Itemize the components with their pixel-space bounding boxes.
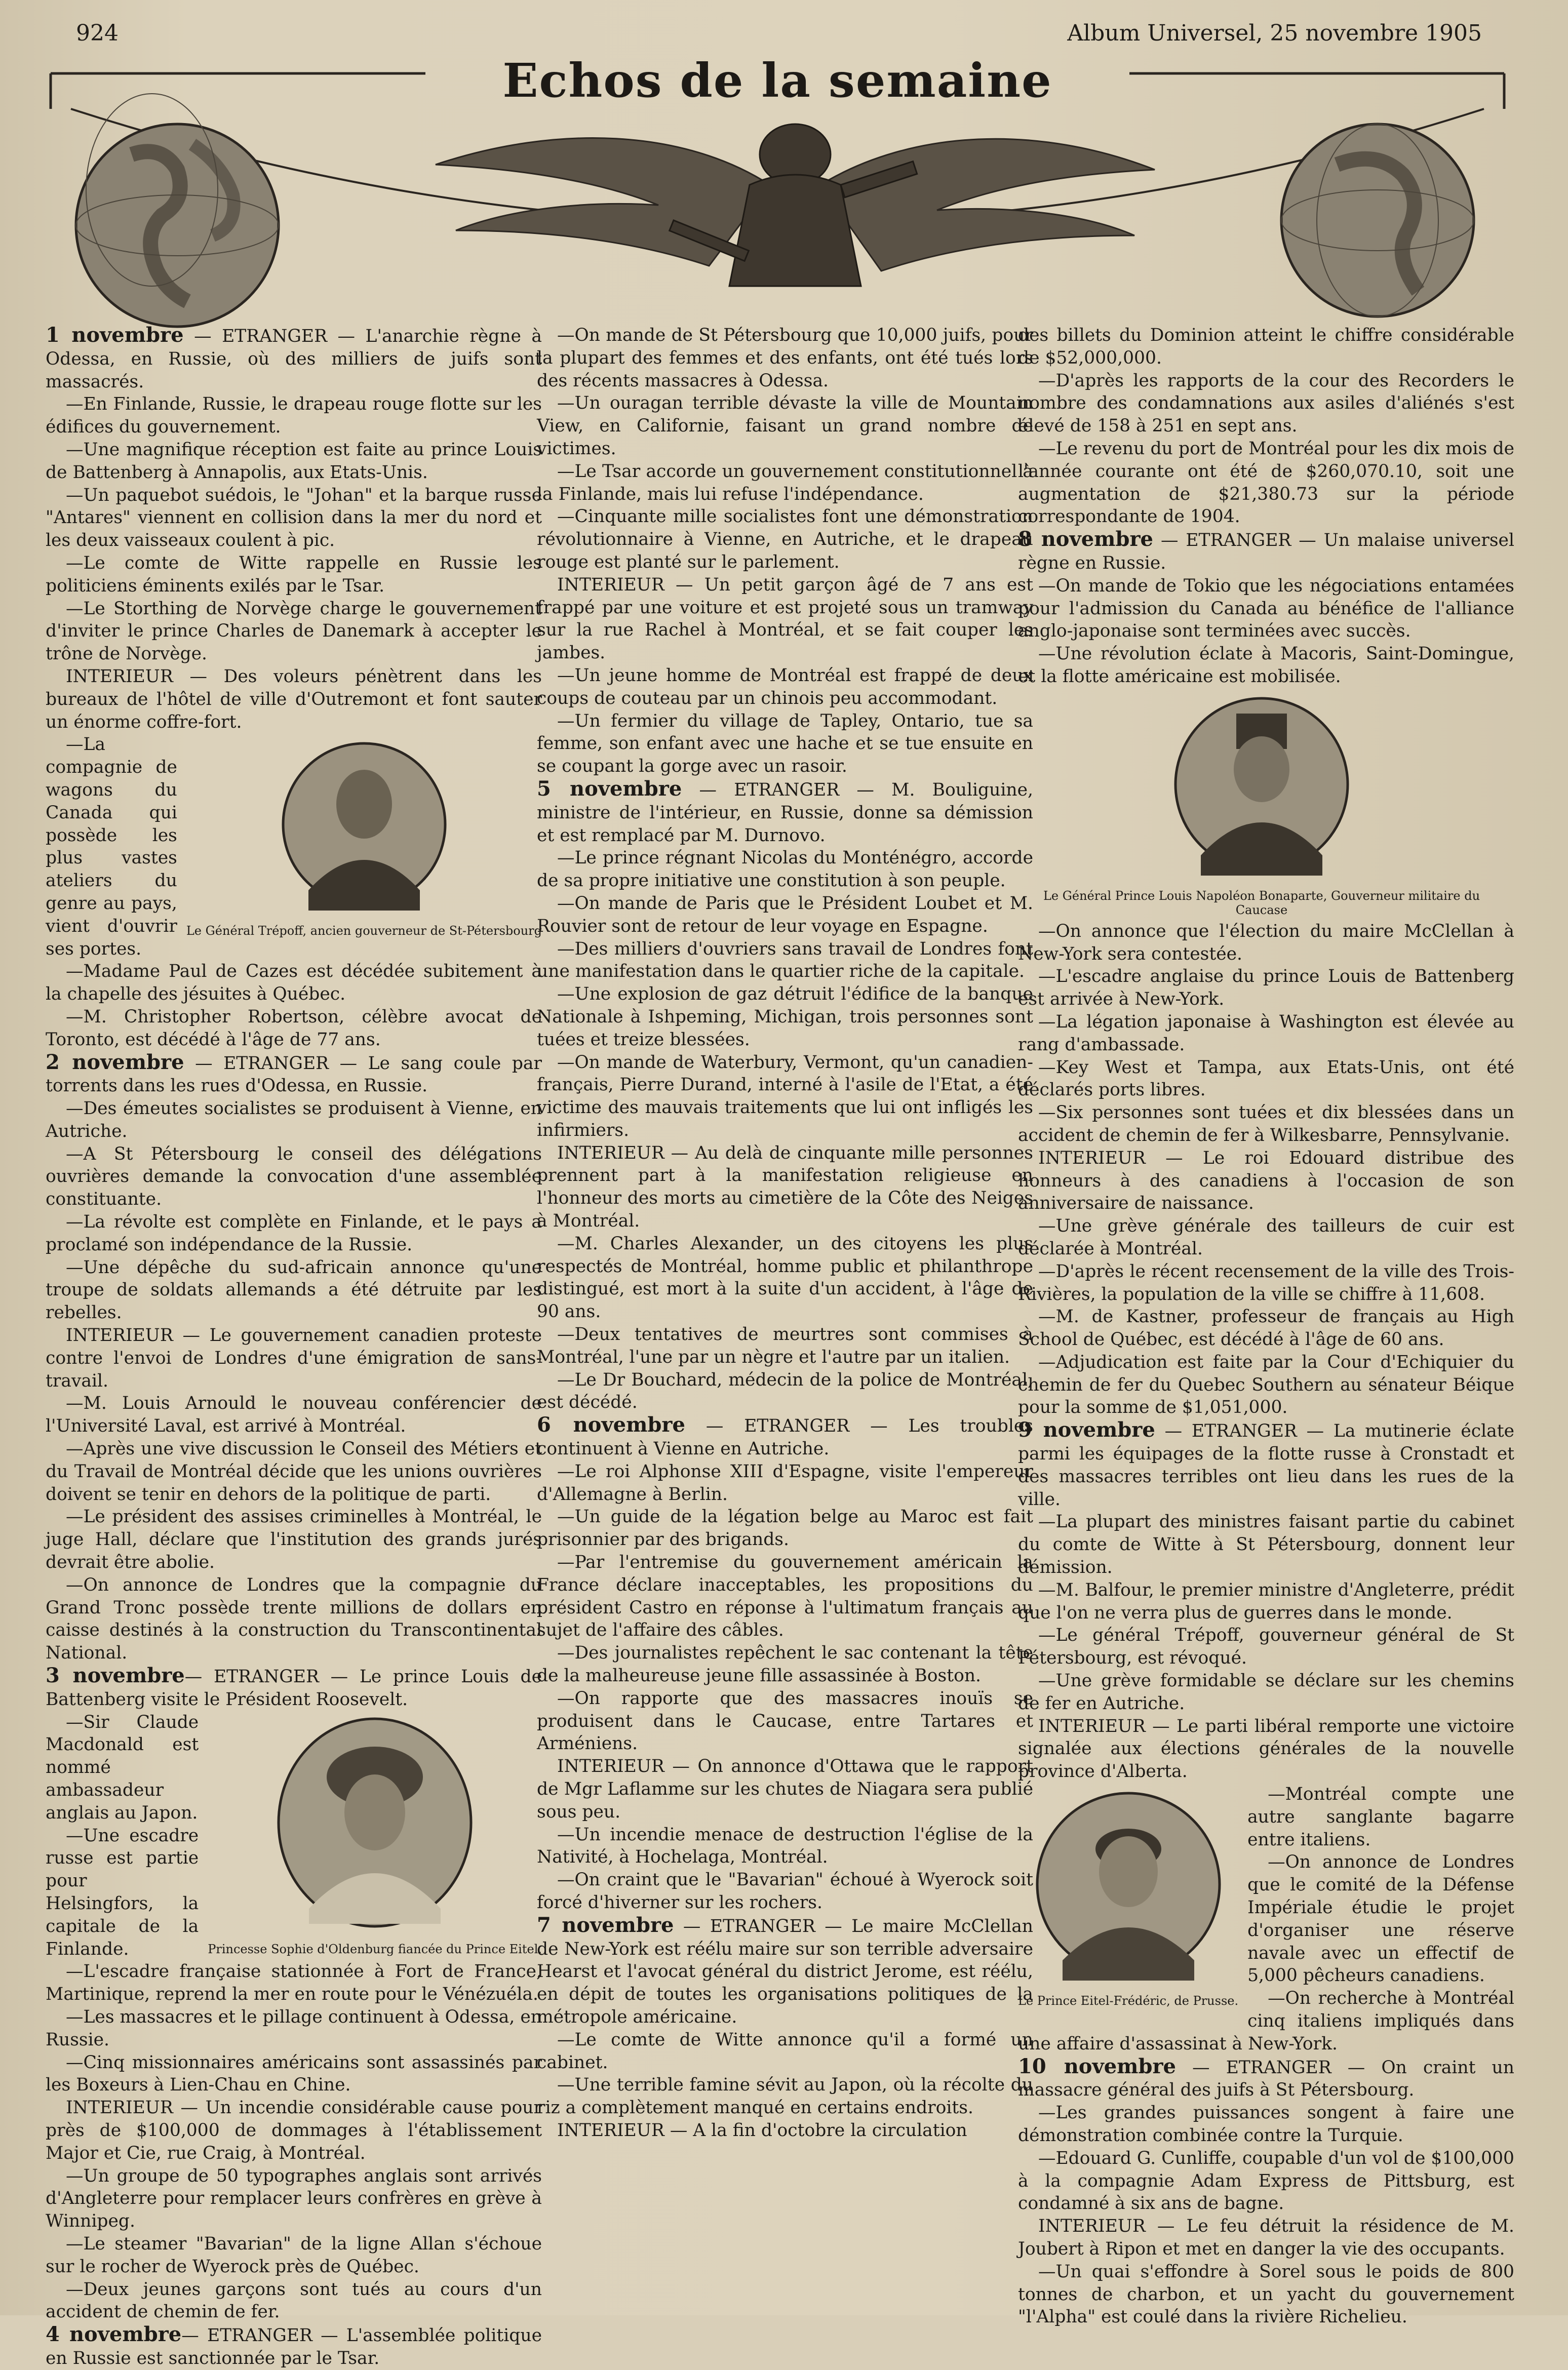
list-item: —Le roi Alphonse XIII d'Espagne, visite l'empereur d'Allemagne à Berlin.: [537, 1461, 1033, 1505]
list-item: —La compagnie de wagons du Canada qui possède les plus vastes ateliers du genre au pays, vient d'ouvrir ses portes.: [46, 734, 177, 959]
list-item: —Une révolution éclate à Macoris, Saint-Domingue, et la flotte américaine est mobilisée.: [1018, 644, 1514, 687]
list-item: —M. Charles Alexander, un des citoyens les plus respectés de Montréal, homme public et philanthrope distingué, est mort à la suite d'un accident, à l'âge de 90 ans.: [537, 1233, 1033, 1322]
list-item: 9 novembre — ETRANGER — La mutinerie éclate parmi les équipages de la flotte russe à Cronstadt et des massacres terribles ont lieu dans les rues de la ville.: [1018, 1418, 1514, 1510]
list-item: —En Finlande, Russie, le drapeau rouge flotte sur les édifices du gouvernement.: [46, 394, 542, 438]
section-title: Echos de la semaine: [502, 53, 1052, 108]
portrait-image: [1170, 693, 1353, 886]
list-item: —Des milliers d'ouvriers sans travail de Londres font une manifestation dans le quartier riche de la capitale.: [537, 938, 1033, 982]
list-item: —Sir Claude Macdonald est nommé ambassadeur anglais au Japon.: [46, 1712, 199, 1823]
list-item: 3 novembre— ETRANGER — Le prince Louis de Battenberg visite le Président Roosevelt.: [46, 1664, 542, 1710]
portrait-image: [1032, 1788, 1225, 1991]
date-heading: 8 novembre: [1018, 527, 1153, 551]
list-item: —Un groupe de 50 typographes anglais sont arrivés d'Angleterre pour remplacer leurs confrères en grève à Winnipeg.: [46, 2165, 542, 2232]
list-item: —Le Dr Bouchard, médecin de la police de Montréal, est décédé.: [537, 1369, 1033, 1413]
list-item: —Deux jeunes garçons sont tués au cours d'un accident de chemin de fer.: [46, 2279, 542, 2322]
list-item: —Madame Paul de Cazes est décédée subitement à la chapelle des jésuites à Québec.: [46, 961, 542, 1005]
list-item: —On annonce de Londres que le comité de la Défense Impériale étudie le projet d'organiser une réserve navale avec un effectif de 5,000 pêcheurs canadiens.: [1247, 1852, 1514, 1986]
list-item: —Une magnifique réception est faite au prince Louis de Battenberg à Annapolis, aux Etats-Unis.: [46, 439, 542, 483]
date-heading: 3 novembre: [46, 1664, 185, 1688]
list-item: —Montréal compte une autre sanglante bagarre entre italiens.: [1247, 1784, 1514, 1850]
list-item: INTERIEUR — Le roi Edouard distribue des honneurs à des canadiens à l'occasion de son anniversaire de naissance.: [1018, 1148, 1514, 1214]
list-item: —Une grève générale des tailleurs de cuir est déclarée à Montréal.: [1018, 1216, 1514, 1259]
list-item: 10 novembre — ETRANGER — On craint un massacre général des juifs à St Pétersbourg.: [1018, 2054, 1514, 2101]
list-item: —M. Christopher Robertson, célèbre avocat de Toronto, est décédé à l'âge de 77 ans.: [46, 1006, 542, 1050]
portrait-caption: Princesse Sophie d'Oldenburg fiancée du Prince Eitel.: [208, 1942, 542, 1956]
list-item: 5 novembre — ETRANGER — M. Bouliguine, ministre de l'intérieur, en Russie, donne sa démission et est remplacé par M. Durnovo.: [537, 776, 1033, 846]
list-item: —Adjudication est faite par la Cour d'Echiquier du chemin de fer du Quebec Southern au sénateur Béique pour la somme de $1,051,000.: [1018, 1352, 1514, 1418]
list-item: —L'escadre française stationnée à Fort de France, Martinique, reprend la mer en route pour le Vénézuéla.: [46, 1961, 542, 2005]
list-item: INTERIEUR — Le feu détruit la résidence de M. Joubert à Ripon et met en danger la vie des occupants.: [1018, 2216, 1514, 2259]
list-item: INTERIEUR — Des voleurs pénètrent dans les bureaux de l'hôtel de ville d'Outremont et font sauter un énorme coffre-fort.: [46, 666, 542, 732]
list-item: —Après une vive discussion le Conseil des Métiers et du Travail de Montréal décide que les unions ouvrières doivent se tenir en dehors de la politique de parti.: [46, 1439, 542, 1505]
list-item: —On mande de Waterbury, Vermont, qu'un canadien-français, Pierre Durand, interné à l'asile de l'Etat, a été victime des mauvais traitements que lui ont infligés les infirmiers.: [537, 1052, 1033, 1140]
list-item: —On annonce de Londres que la compagnie du Grand Tronc possède trente millions de dollars en caisse destinés à la construction du Transcontinental National.: [46, 1574, 542, 1664]
list-item: —Le revenu du port de Montréal pour les dix mois de l'année courante ont été de $260,070.10, soit une augmentation de $21,380.73 sur la période correspondante de 1904.: [1018, 438, 1514, 527]
list-item: —Par l'entremise du gouvernement américain la France déclare inacceptables, les propositions du président Castro en réponse à l'ultimatum français au sujet de l'affaire des câbles.: [537, 1552, 1033, 1641]
list-item: —Le prince régnant Nicolas du Monténégro, accorde de sa propre initiative une constitution à son peuple.: [537, 848, 1033, 891]
list-item: —Le président des assises criminelles à Montréal, le juge Hall, déclare que l'institution des grands jurés devrait être abolie.: [46, 1507, 542, 1573]
list-item: 4 novembre— ETRANGER — L'assemblée politique en Russie est sanctionnée par le Tsar.: [46, 2322, 542, 2368]
list-item: —Des journalistes repêchent le sac contenant la tête de la malheureuse jeune fille assassinée à Boston.: [537, 1643, 1033, 1686]
list-item: —Edouard G. Cunliffe, coupable d'un vol de $100,000 à la compagnie Adam Express de Pittsburg, est condamné à six ans de bagne.: [1018, 2148, 1514, 2214]
list-item: —Le Storthing de Norvège charge le gouvernement d'inviter le prince Charles de Danemark à accepter le trône de Norvège.: [46, 598, 542, 664]
list-item: —Une grève formidable se déclare sur les chemins de fer en Autriche.: [1018, 1671, 1514, 1714]
list-item: —Les massacres et le pillage continuent à Odessa, en Russie.: [46, 2006, 542, 2050]
list-item: 7 novembre — ETRANGER — Le maire McClellan de New-York est réélu maire sur son terrible adversaire Hearst et l'avocat général du district Jerome, est réélu, en dépit de toutes les organisations politiques de la métropole américaine.: [537, 1913, 1033, 2027]
list-item: —D'après les rapports de la cour des Recorders le nombre des condamnations aux asiles d'aliénés s'est élevé de 158 à 251 en sept ans.: [1018, 370, 1514, 437]
list-item: 6 novembre — ETRANGER — Les troubles continuent à Vienne en Autriche.: [537, 1413, 1033, 1459]
list-item: —On mande de St Pétersbourg que 10,000 juifs, pour la plupart des femmes et des enfants, ont été tués lors des récents massacres à Odessa.: [537, 325, 1033, 391]
page-header: [76, 20, 1482, 51]
portrait-caption: Le Général Prince Louis Napoléon Bonaparte, Gouverneur militaire du Caucase: [1043, 888, 1480, 917]
list-item: —Deux tentatives de meurtres sont commises à Montréal, l'une par un nègre et l'autre par un italien.: [537, 1324, 1033, 1367]
list-item: —Les grandes puissances songent à faire une démonstration combinée contre la Turquie.: [1018, 2103, 1514, 2146]
list-item: —Le général Trépoff, gouverneur général de St Pétersbourg, est révoqué.: [1018, 1625, 1514, 1669]
date-heading: 6 novembre: [537, 1413, 685, 1437]
list-item: —Une dépêche du sud-africain annonce qu'une troupe de soldats allemands a été détruite par les rebelles.: [46, 1257, 542, 1323]
list-item: —On annonce que l'élection du maire McClellan à New-York sera contestée.: [1018, 921, 1514, 964]
list-item: INTERIEUR — Un petit garçon âgé de 7 ans est frappé par une voiture et est projeté sous un tramway sur la rue Rachel à Montréal, et se fait couper les jambes.: [537, 574, 1033, 663]
portrait-image: [273, 1716, 476, 1939]
list-item: des billets du Dominion atteint le chiffre considérable de $52,000,000.: [1018, 325, 1514, 368]
list-item: —M. de Kastner, professeur de français au High School de Québec, est décédé à l'âge de 60 ans.: [1018, 1307, 1514, 1350]
running-head: Album Universel, 25 novembre 1905: [1067, 20, 1482, 46]
list-item: —On craint que le "Bavarian" échoué à Wyerock soit forcé d'hiverner sur les rochers.: [537, 1870, 1033, 1913]
list-item: —Key West et Tampa, aux Etats-Unis, ont été déclarés ports libres.: [1018, 1057, 1514, 1100]
list-item: —On mande de Paris que le Président Loubet et M. Rouvier sont de retour de leur voyage en Espagne.: [537, 893, 1033, 936]
column-3: [1018, 324, 1514, 2327]
list-item: —Un ouragan terrible dévaste la ville de Mountain View, en Californie, faisant un grand nombre de victimes.: [537, 393, 1033, 459]
list-item: —Un fermier du village de Tapley, Ontario, tue sa femme, son enfant avec une hache et se tue ensuite en se coupant la gorge avec un rasoir.: [537, 710, 1033, 777]
date-heading: 10 novembre: [1018, 2054, 1176, 2078]
list-item: —La plupart des ministres faisant partie du cabinet du comte de Witte à St Pétersbourg, donnent leur démission.: [1018, 1512, 1514, 1578]
list-item: —Le comte de Witte annonce qu'il a formé un cabinet.: [537, 2029, 1033, 2073]
list-item: INTERIEUR — Le gouvernement canadien proteste contre l'envoi de Londres d'une émigration de sans-travail.: [46, 1325, 542, 1391]
list-item: —Une explosion de gaz détruit l'édifice de la banque Nationale à Ishpeming, Michigan, trois personnes sont tuées et treize blessées.: [537, 984, 1033, 1050]
list-item: —M. Louis Arnould le nouveau conférencier de l'Université Laval, est arrivé à Montréal.: [46, 1393, 542, 1437]
list-item: —Le steamer "Bavarian" de la ligne Allan s'échoue sur le rocher de Wyerock près de Québec.: [46, 2233, 542, 2277]
list-item: —Le Tsar accorde un gouvernement constitutionnel à la Finlande, mais lui refuse l'indépendance.: [537, 461, 1033, 504]
list-item: —Un quai s'effondre à Sorel sous le poids de 800 tonnes de charbon, et un yacht du gouvernement "l'Alpha" est coulé dans la rivière Richelieu.: [1018, 2261, 1514, 2327]
list-item: —M. Balfour, le premier ministre d'Angleterre, prédit que l'on ne verra plus de guerres dans le monde.: [1018, 1579, 1514, 1623]
list-item: INTERIEUR — A la fin d'octobre la circulation: [557, 2120, 967, 2141]
list-item: —Cinq missionnaires américains sont assassinés par les Boxeurs à Lien-Chau en Chine.: [46, 2052, 542, 2096]
list-item: —Cinquante mille socialistes font une démonstration révolutionnaire à Vienne, en Autriche, et le drapeau rouge est planté sur le parlement.: [537, 506, 1033, 572]
list-item: 1 novembre — ETRANGER — L'anarchie règne à Odessa, en Russie, où des milliers de juifs sont massacrés.: [46, 323, 542, 392]
list-item: —La légation japonaise à Washington est élevée au rang d'ambassade.: [1018, 1011, 1514, 1055]
list-item: —Six personnes sont tuées et dix blessées dans un accident de chemin de fer à Wilkesbarre, Pennsylvanie.: [1018, 1102, 1514, 1146]
date-heading: 1 novembre: [46, 323, 184, 347]
list-item: INTERIEUR — Un incendie considérable cause pour près de $100,000 de dommages à l'établissement Major et Cie, rue Craig, à Montréal.: [46, 2098, 542, 2163]
portrait-eitel: [1018, 1788, 1238, 2008]
list-item: —A St Pétersbourg le conseil des délégations ouvrières demande la convocation d'une assemblée constituante.: [46, 1143, 542, 1210]
list-item: —Un incendie menace de destruction l'église de la Nativité, à Hochelaga, Montréal.: [537, 1824, 1033, 1868]
date-heading: 7 novembre: [537, 1913, 674, 1937]
portrait-louis-bonaparte: [1018, 693, 1505, 917]
portrait-trepoff: [186, 738, 542, 938]
list-item: INTERIEUR — On annonce d'Ottawa que le rapport de Mgr Laflamme sur les chutes de Niagara sera publié sous peu.: [537, 1756, 1033, 1822]
list-item: 2 novembre — ETRANGER — Le sang coule par torrents dans les rues d'Odessa, en Russie.: [46, 1050, 542, 1096]
list-item: INTERIEUR — Au delà de cinquante mille personnes prennent part à la manifestation religieuse en l'honneur des morts au cimetière de la Côte des Neiges à Montréal.: [537, 1142, 1033, 1232]
list-item: —D'après le récent recensement de la ville des Trois-Rivières, la population de la ville se chiffre à 11,608.: [1018, 1261, 1514, 1305]
list-item: —On rapporte que des massacres inouïs se produisent dans le Caucase, entre Tartares et Arméniens.: [537, 1688, 1033, 1754]
portrait-caption: Le Général Trépoff, ancien gouverneur de St-Pétersbourg: [186, 924, 542, 938]
list-item: —Un jeune homme de Montréal est frappé de deux coups de couteau par un chinois peu accommodant.: [537, 665, 1033, 708]
page-number: 924: [76, 20, 119, 46]
list-item: —La révolte est complète en Finlande, et le pays a proclamé son indépendance de la Russie.: [46, 1212, 542, 1255]
list-item: —Un guide de la légation belge au Maroc est fait prisonnier par des brigands.: [537, 1507, 1033, 1550]
column-1: [46, 323, 542, 2368]
list-item: —L'escadre anglaise du prince Louis de Battenberg est arrivée à New-York.: [1018, 966, 1514, 1010]
portrait-caption: Le Prince Eitel-Frédéric, de Prusse.: [1018, 1994, 1239, 2008]
list-item: INTERIEUR — Le parti libéral remporte une victoire signalée aux élections générales de la nouvelle province d'Alberta.: [1018, 1716, 1514, 1782]
date-heading: 5 novembre: [537, 776, 682, 801]
date-heading: 2 novembre: [46, 1050, 184, 1074]
list-item: 8 novembre — ETRANGER — Un malaise universel règne en Russie.: [1018, 527, 1514, 573]
portrait-sophie: [208, 1716, 542, 1956]
portrait-image: [278, 738, 450, 921]
column-2: [537, 324, 1033, 2289]
date-heading: 4 novembre: [46, 2322, 182, 2347]
left-globe-icon: [76, 94, 279, 327]
list-item: —Le comte de Witte rappelle en Russie les politiciens éminents exilés par le Tsar.: [46, 552, 542, 596]
list-item: —Une escadre russe est partie pour Helsingfors, la capitale de la Finlande.: [46, 1825, 199, 1959]
list-item: —On recherche à Montréal cinq italiens impliqués dans une affaire d'assassinat à New-York.: [1018, 1988, 1514, 2054]
date-heading: 9 novembre: [1018, 1418, 1155, 1442]
right-globe-icon: [1281, 124, 1474, 317]
list-item: —Une terrible famine sévit au Japon, où la récolte du riz a complètement manqué en certains endroits.: [537, 2075, 1033, 2118]
list-item: —Un paquebot suédois, le "Johan" et la barque russe "Antares" viennent en collision dans la mer du nord et les deux vaisseaux coulent à pic.: [46, 485, 542, 551]
list-item: —On mande de Tokio que les négociations entamées pour l'admission du Canada au bénéfice de l'alliance anglo-japonaise sont terminées avec succès.: [1018, 575, 1514, 642]
section-banner: [51, 53, 1504, 327]
list-item: —Des émeutes socialistes se produisent à Vienne, en Autriche.: [46, 1098, 542, 1141]
